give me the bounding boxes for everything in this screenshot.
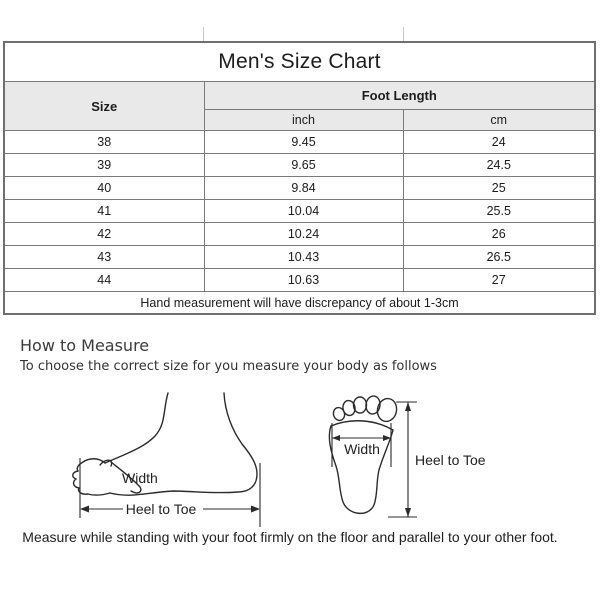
arrow-down-icon	[405, 508, 411, 517]
size-value: 44	[4, 269, 204, 292]
table-row	[4, 223, 595, 246]
arrow-up-icon	[405, 402, 411, 411]
arrow-right-icon	[251, 506, 260, 513]
inch-value: 9.45	[204, 131, 403, 154]
cm-value: 25.5	[403, 200, 595, 223]
table-row	[4, 177, 595, 200]
col-header-cm: cm	[403, 110, 595, 131]
column-guide-stub-left	[203, 27, 204, 41]
sole-width-label: Width	[344, 441, 380, 457]
table-row	[4, 269, 595, 292]
sole-top-curve	[331, 421, 393, 430]
foot-toe-crease-2	[74, 479, 79, 488]
howto-subheading: To choose the correct size for you measure your body as follows	[20, 359, 437, 374]
foot-toe-crease-3	[79, 488, 110, 495]
toe-pinky	[332, 406, 346, 422]
side-length-label: Heel to Toe	[125, 501, 197, 517]
table-row	[4, 131, 595, 154]
cm-value: 26	[403, 223, 595, 246]
table-row	[4, 200, 595, 223]
column-guide-stub-right	[403, 27, 404, 41]
inch-value: 10.63	[204, 269, 403, 292]
sole-length-label: Heel to Toe	[415, 452, 486, 468]
cm-value: 26.5	[403, 246, 595, 269]
foot-instep-line	[105, 393, 168, 463]
arrow-left-icon	[332, 435, 340, 441]
table-footnote-row	[4, 292, 595, 315]
size-value: 38	[4, 131, 204, 154]
size-value: 40	[4, 177, 204, 200]
table-footnote: Hand measurement will have discrepancy of about 1-3cm	[4, 292, 595, 315]
arrow-left-icon	[80, 506, 89, 513]
inch-value: 9.65	[204, 154, 403, 177]
inch-value: 10.04	[204, 200, 403, 223]
size-value: 43	[4, 246, 204, 269]
table-title: Men's Size Chart	[4, 42, 595, 82]
col-header-foot-length: Foot Length	[204, 82, 595, 110]
size-chart-table	[3, 41, 596, 315]
col-header-size: Size	[4, 82, 204, 131]
size-value: 41	[4, 200, 204, 223]
table-row	[4, 154, 595, 177]
table-title-row	[4, 42, 595, 82]
side-foot-diagram	[55, 392, 270, 532]
side-width-label: Width	[122, 470, 158, 486]
inch-value: 10.24	[204, 223, 403, 246]
cm-value: 24.5	[403, 154, 595, 177]
inch-value: 9.84	[204, 177, 403, 200]
size-value: 42	[4, 223, 204, 246]
measure-note: Measure while standing with your foot firmly on the floor and parallel to your other foot.	[22, 529, 558, 545]
size-value: 39	[4, 154, 204, 177]
foot-toe-crease-1	[73, 471, 78, 479]
sole-foot-diagram	[318, 388, 498, 530]
cm-value: 25	[403, 177, 595, 200]
col-header-inch: inch	[204, 110, 403, 131]
cm-value: 24	[403, 131, 595, 154]
howto-heading: How to Measure	[20, 336, 150, 355]
inch-value: 10.43	[204, 246, 403, 269]
table-header-row	[4, 82, 595, 110]
table-row	[4, 246, 595, 269]
toe-3	[354, 397, 367, 413]
cm-value: 27	[403, 269, 595, 292]
